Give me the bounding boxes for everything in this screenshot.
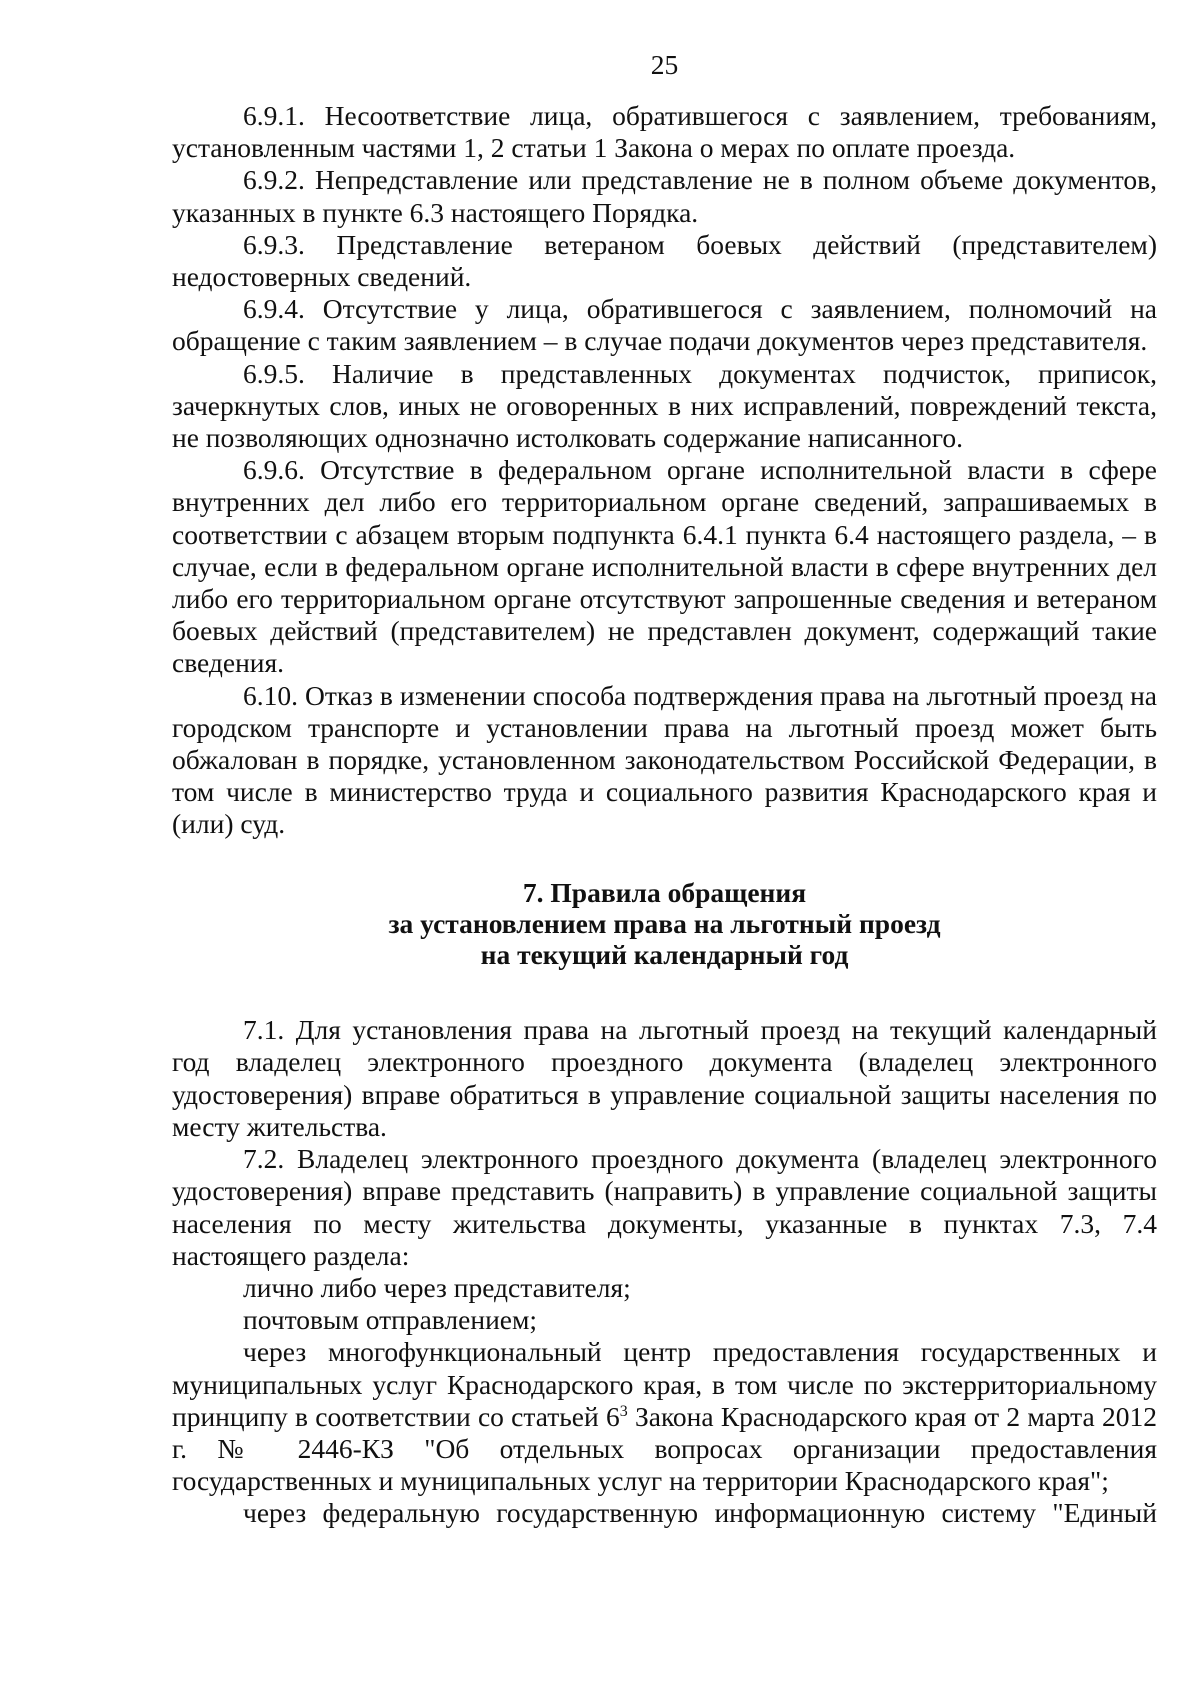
section-heading bbox=[172, 877, 1157, 971]
article-superscript: 3 bbox=[619, 1402, 628, 1420]
clause-7-2: 7.2. Владелец электронного проездного документа (владелец электронного удостоверения) вправе представить (направить) в управление социальной защиты населения по месту жительства документы, указанные в пунктах 7.3, 7.4 настоящего раздела: bbox=[172, 1143, 1157, 1271]
section-heading-line-2: за установлением права на льготный проезд bbox=[388, 907, 941, 939]
spacer bbox=[172, 841, 1157, 877]
document-page bbox=[172, 50, 1157, 1530]
section-heading-line-1: 7. Правила обращения bbox=[522, 876, 807, 908]
clause-6-9-6: 6.9.6. Отсутствие в федеральном органе исполнительной власти в сфере внутренних дел либо его территориальном органе сведений, запрашиваемых в соответствии с абзацем вторым подпункта 6.4.1 пункта 6.4 настоящего раздела, – в случае, если в федеральном органе исполнительной власти в сфере внутренних дел либо его территориальном органе отсутствуют запрошенные сведения и ветераном боевых действий (представителем) не представлен документ, содержащий такие сведения. bbox=[172, 454, 1157, 679]
section-heading-line-3: на текущий календарный год bbox=[480, 939, 849, 971]
method-mfc bbox=[172, 1336, 1157, 1497]
clause-7-1: 7.1. Для установления права на льготный проезд на текущий календарный год владелец электронного проездного документа (владелец электронного удостоверения) вправе обратиться в управление социальной защиты населения по месту жительства. bbox=[172, 1014, 1157, 1142]
method-in-person: лично либо через представителя; bbox=[243, 1271, 631, 1303]
clause-6-10: 6.10. Отказ в изменении способа подтверждения права на льготный проезд на городском транспорте и установлении права на льготный проезд может быть обжалован в порядке, установленном законодательством Российской Федерации, в том числе в министерство труда и социального развития Краснодарского края и (или) суд. bbox=[172, 679, 1157, 840]
clause-6-9-2: 6.9.2. Непредставление или представление не в полном объеме документов, указанных в пункте 6.3 настоящего Порядка. bbox=[172, 164, 1157, 228]
clause-6-9-1: 6.9.1. Несоответствие лица, обратившегося с заявлением, требованиям, установленным частями 1, 2 статьи 1 Закона о мерах по оплате проезда. bbox=[172, 100, 1157, 164]
clause-6-9-3: 6.9.3. Представление ветераном боевых действий (представителем) недостоверных сведений. bbox=[172, 228, 1157, 293]
method-mfc-text-a: через многофункциональный центр предоставления государственных и муниципальных услуг Краснодарского края, в том числе по экстерриториальному принципу в соответствии со статьей 6 bbox=[172, 1336, 1157, 1432]
method-mfc-text-b: Закона Краснодарского края от 2 марта 2012 г. № 2446-КЗ "Об отдельных вопросах организации предоставления государственных и муниципальных услуг на территории Краснодарского края"; bbox=[172, 1400, 1157, 1497]
page-number: 25 bbox=[650, 49, 679, 80]
clause-6-9-5: 6.9.5. Наличие в представленных документах подчисток, приписок, зачеркнутых слов, иных не оговоренных в них исправлений, повреждений текста, не позволяющих однозначно истолковать содержание написанного. bbox=[172, 357, 1157, 454]
spacer bbox=[172, 970, 1157, 1014]
clause-6-9-4: 6.9.4. Отсутствие у лица, обратившегося с заявлением, полномочий на обращение с таким заявлением – в случае подачи документов через представителя. bbox=[172, 293, 1157, 357]
method-epgu: через федеральную государственную информационную систему "Единый bbox=[243, 1497, 1157, 1529]
method-post: почтовым отправлением; bbox=[243, 1304, 538, 1336]
